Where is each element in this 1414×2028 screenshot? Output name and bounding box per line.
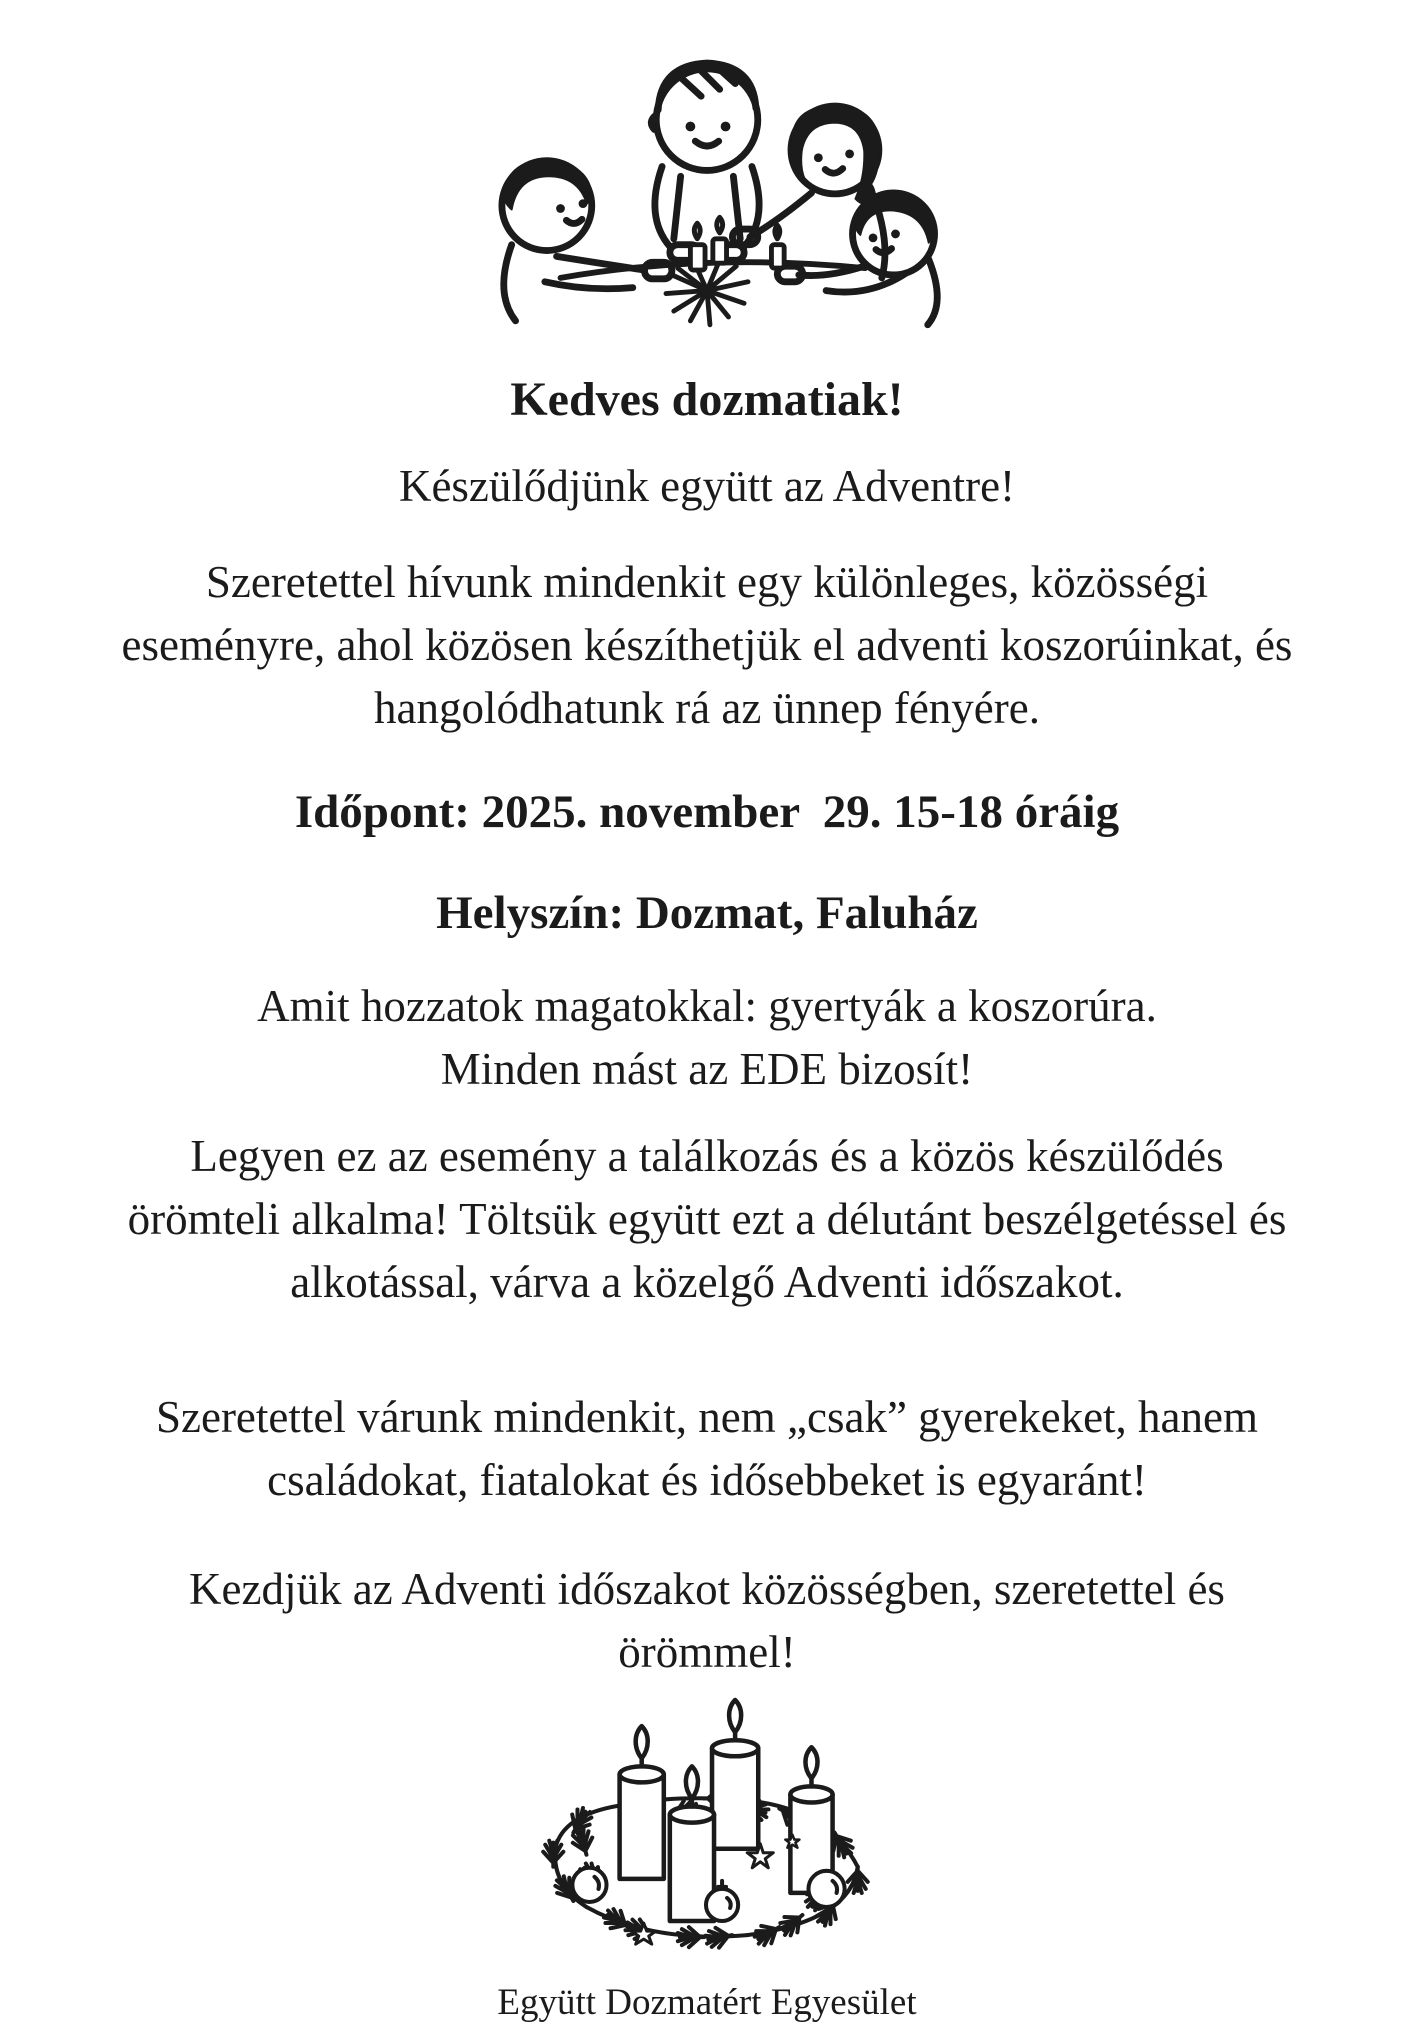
- bauble-icon: [706, 1889, 738, 1921]
- flame-icon: [686, 1766, 698, 1798]
- event-line-1: Legyen ez az esemény a találkozás és a közös készülődés: [190, 1131, 1224, 1182]
- intro-line-1: Szeretettel hívunk mindenkit egy különleges, közösségi: [205, 557, 1209, 608]
- small-wreath-icon: [666, 262, 748, 325]
- welcome-line-1: Szeretettel várunk mindenkit, nem „csak” gyerekeket, hanem: [155, 1392, 1259, 1443]
- signature-line: Együtt Dozmatért Egyesület: [497, 1982, 917, 2024]
- datetime-line: Időpont: 2025. november 29. 15-18 óráig: [294, 786, 1120, 839]
- flame-icon: [805, 1747, 817, 1778]
- bring-line-1: Amit hozzatok magatokkal: gyertyák a koszorúra.: [257, 981, 1157, 1032]
- bauble-icon: [572, 1868, 606, 1902]
- flyer-page: [0, 22, 1414, 2022]
- location-line: Helyszín: Dozmat, Faluház: [436, 886, 978, 939]
- event-paragraph: [34, 1125, 1380, 1314]
- event-line-2: örömteli alkalma! Töltsük együtt ezt a délutánt beszélgetéssel és: [127, 1194, 1287, 1245]
- subtitle-line: Készülődjünk együtt az Adventre!: [398, 460, 1016, 511]
- flame-icon: [636, 1726, 648, 1758]
- family-group: [502, 63, 937, 325]
- intro-paragraph: [34, 551, 1380, 740]
- closing-paragraph: [34, 1558, 1380, 1684]
- greeting-heading: Kedves dozmatiak!: [510, 372, 904, 426]
- closing-line-1: Kezdjük az Adventi időszakot közösségben, szeretettel és: [189, 1564, 1225, 1615]
- event-line-3: alkotással, várva a közelgő Adventi időszakot.: [290, 1257, 1124, 1308]
- welcome-line-2: családokat, fiatalokat és idősebbeket is egyaránt!: [267, 1455, 1147, 1506]
- closing-line-2: örömmel!: [618, 1627, 796, 1678]
- bauble-icon: [808, 1871, 844, 1907]
- intro-line-3: hangolódhatunk rá az ünnep fényére.: [374, 683, 1040, 734]
- intro-line-2: eseményre, ahol közösen készíthetjük el adventi koszorúinkat, és: [121, 620, 1293, 671]
- welcome-paragraph: [34, 1386, 1380, 1512]
- flame-icon: [729, 1700, 741, 1732]
- bring-paragraph: [34, 975, 1380, 1101]
- advent-wreath-illustration: [491, 1694, 923, 1975]
- bring-line-2: Minden mást az EDE bizosít!: [440, 1044, 974, 1095]
- family-wreath-illustration: [414, 22, 1000, 330]
